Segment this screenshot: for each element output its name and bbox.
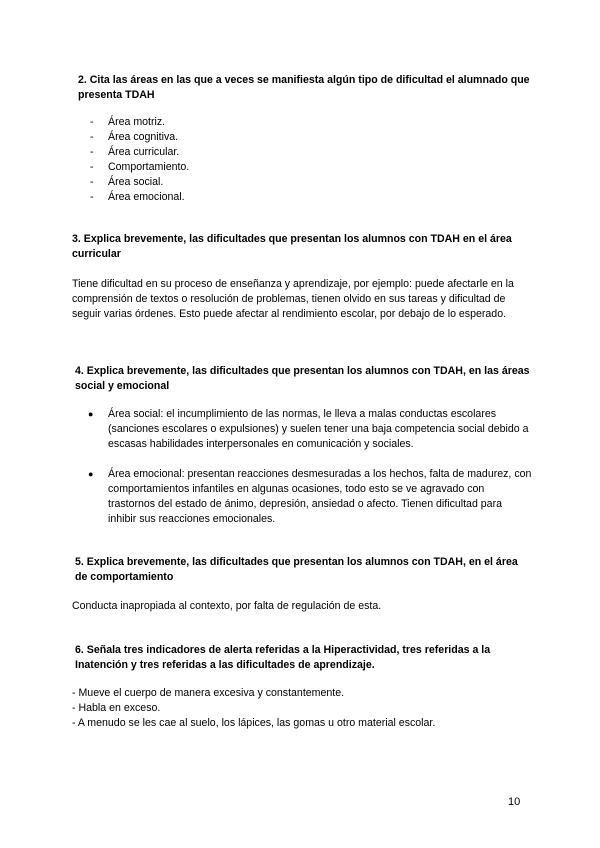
list-item: - Área motriz.	[90, 116, 166, 128]
question-4	[72, 364, 532, 394]
list-item: ● Área emocional: presentan reacciones desmesuradas a los hechos, falta de madurez, con comportamientos infantiles en algunas ocasiones, todo esto se ve agravado con trastornos del estado de ánimo, depresión, ansiedad o afecto. Tienen dificultad para inhibir sus reacciones emocionales.	[88, 468, 532, 525]
question-6	[72, 643, 532, 673]
list-item: - Habla en exceso.	[72, 702, 161, 714]
list-item: - Comportamiento.	[90, 161, 190, 173]
list-item: - Área cognitiva.	[90, 131, 179, 143]
list-item: - A menudo se les cae al suelo, los lápices, las gomas u otro material escolar.	[72, 717, 436, 729]
question-5	[72, 555, 532, 585]
question-6-heading: 6. Señala tres indicadores de alerta referidas a la Hiperactividad, tres referidas a la Inatención y tres referidas a las dificultades de aprendizaje.	[75, 644, 491, 671]
question-3-heading: 3. Explica brevemente, las dificultades que presentan los alumnos con TDAH en el área curricular	[72, 233, 512, 260]
question-4-list	[72, 407, 532, 527]
question-2	[72, 73, 532, 103]
question-2-list	[72, 115, 532, 205]
list-item: - Mueve el cuerpo de manera excesiva y constantemente.	[72, 687, 345, 699]
question-3-answer-wrap	[72, 277, 532, 322]
question-2-list-wrap	[72, 115, 532, 205]
question-4-list-wrap	[72, 407, 532, 527]
list-item: - Área emocional.	[90, 191, 185, 203]
question-5-heading: 5. Explica brevemente, las dificultades que presentan los alumnos con TDAH, en el área de comportamiento	[75, 556, 518, 583]
question-6-lines	[72, 686, 532, 731]
question-4-heading: 4. Explica brevemente, las dificultades que presentan los alumnos con TDAH, en las áreas social y emocional	[75, 365, 530, 392]
list-item: ● Área social: el incumplimiento de las normas, le lleva a malas conductas escolares (sanciones escolares o expulsiones) y suelen tener una baja competencia social debido a escasas habilidades interpersonales en comunicación y sociales.	[88, 408, 529, 450]
list-item: - Área curricular.	[90, 146, 180, 158]
page-number: 10	[508, 796, 521, 808]
question-5-answer-wrap	[72, 599, 532, 614]
question-5-answer: Conducta inapropiada al contexto, por falta de regulación de esta.	[72, 600, 382, 612]
question-3-answer: Tiene dificultad en su proceso de enseñanza y aprendizaje, por ejemplo: puede afectarle en la comprensión de textos o resolución de problemas, tienen olvido en sus tareas y dificultad de seguir varias órdenes. Esto puede afectar al rendimiento escolar, por debajo de lo esperado.	[72, 278, 514, 320]
list-item: - Área social.	[90, 176, 164, 188]
question-2-heading: 2. Cita las áreas en las que a veces se manifiesta algún tipo de dificultad el alumnado que presenta TDAH	[78, 74, 530, 101]
question-3	[72, 232, 532, 262]
